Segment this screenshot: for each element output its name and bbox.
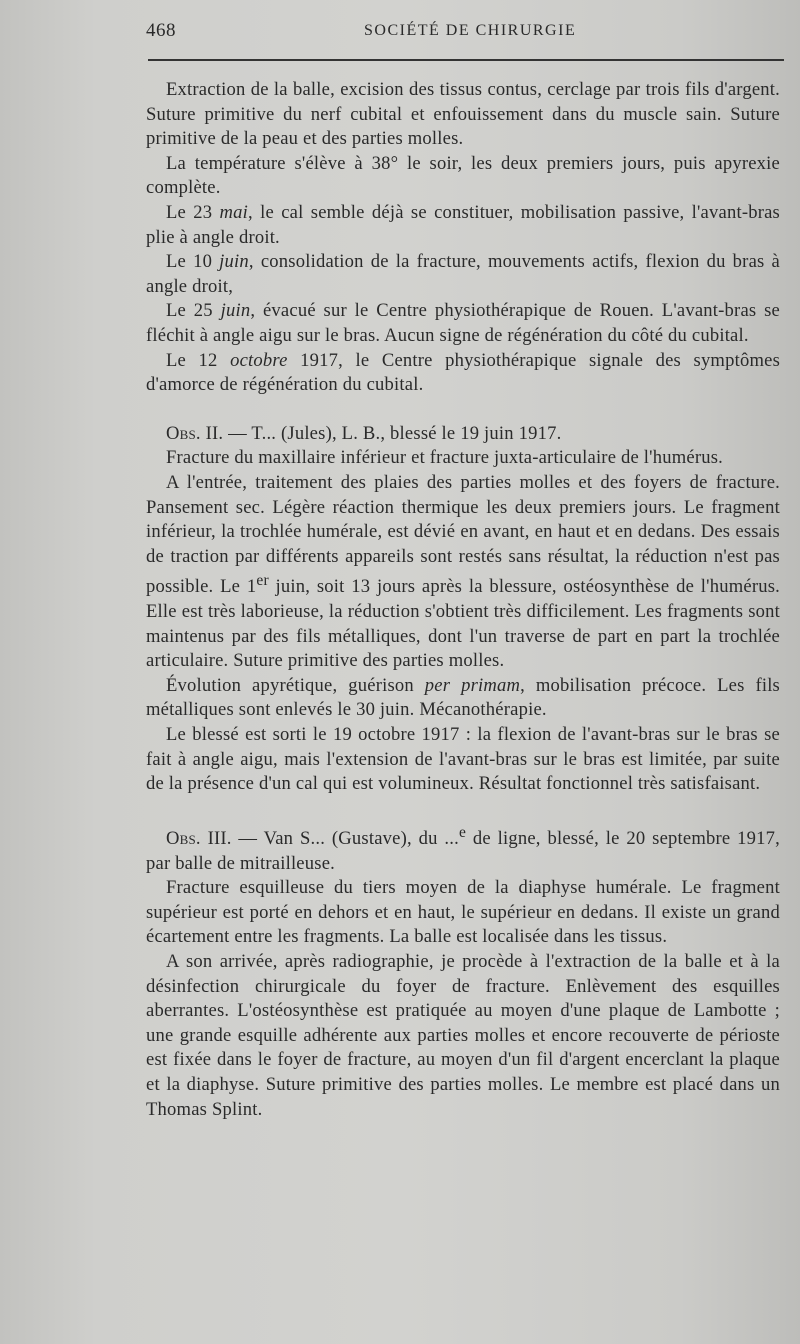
body-text	[146, 78, 780, 1122]
paragraph: Le 23 mai, le cal semble déjà se constituer, mobilisation passive, l'avant-bras plie à angle droit.	[146, 201, 780, 248]
paragraph: Fracture du maxillaire inférieur et fracture juxta-articulaire de l'humérus.	[166, 447, 723, 469]
observation-label: Obs. III.	[166, 828, 232, 849]
page-header	[146, 18, 786, 48]
observation-heading: Obs. III. — Van S... (Gustave), du ...$^e$ de ligne, blessé, le 20 septembre 1917, par balle de mitrailleuse.	[146, 823, 781, 874]
paragraph: Fracture esquilleuse du tiers moyen de la diaphyse humérale. Le fragment supérieur est porté en dehors et en haut, le supérieur en dedans. Il existe un grand écartement entre les fragments. La balle est localisée dans les tissus.	[146, 877, 780, 948]
running-title: SOCIÉTÉ DE CHIRURGIE	[364, 22, 577, 39]
paragraph: Le 10 juin, consolidation de la fracture, mouvements actifs, flexion du bras à angle droit,	[146, 251, 780, 297]
paragraph: A l'entrée, traitement des plaies des parties molles et des foyers de fracture. Pansement sec. Légère réaction thermique les deux premiers jours. Le fragment inférieur, la trochlée humérale, est dévié en avant, en haut et en dedans. Des essais de traction par différents appareils sont restés sans résultat, la réduction n'est pas possible. Le 1er juin, soit 13 jours après la blessure, ostéosynthèse de l'humérus. Elle est très laborieuse, la réduction s'obtient très difficilement. Les fragments sont maintenus par des fils métalliques, dont l'un traverse de part en part la trochlée articulaire. Suture primitive des parties molles.	[146, 471, 780, 672]
paragraph: Le blessé est sorti le 19 octobre 1917 : la flexion de l'avant-bras sur le bras se fait à angle aigu, mais l'extension de l'avant-bras sur le bras est limitée, par suite de la présence d'un cal qui est volumineux. Résultat fonctionnel très satisfaisant.	[146, 724, 780, 795]
paragraph: Le 25 juin, évacué sur le Centre physiothérapique de Rouen. L'avant-bras se fléchit à angle aigu sur le bras. Aucun signe de régénération du côté du cubital.	[146, 300, 781, 346]
observation-label: Obs. II.	[166, 422, 224, 444]
page-number: 468	[146, 20, 176, 41]
observation-heading: Obs. II. — T... (Jules), L. B., blessé le 19 juin 1917.	[166, 422, 562, 444]
header-rule	[148, 59, 784, 61]
paragraph: A son arrivée, après radiographie, je procède à l'extraction de la balle et à la désinfection chirurgicale du foyer de fracture. Enlèvement des esquilles aberrantes. L'ostéosynthèse est pratiquée au moyen d'une plaque de Lambotte ; une grande esquille adhérente aux parties molles et encore recouverte de périoste est fixée dans le foyer de fracture, au moyen d'un fil d'argent encerclant la plaque et la diaphyse. Suture primitive des parties molles. Le membre est placé dans un Thomas Splint.	[146, 950, 780, 1120]
paragraph: Le 12 octobre 1917, le Centre physiothérapique signale des symptômes d'amorce de régénération du cubital.	[146, 349, 781, 396]
paragraph: Extraction de la balle, excision des tissus contus, cerclage par trois fils d'argent. Suture primitive du nerf cubital et enfouissement dans du muscle sain. Suture primitive de la peau et des parties molles.	[146, 79, 780, 150]
paragraph: La température s'élève à 38° le soir, les deux premiers jours, puis apyrexie complète.	[146, 152, 780, 199]
paragraph: Évolution apyrétique, guérison per primam, mobilisation précoce. Les fils métalliques sont enlevés le 30 juin. Mécanothérapie.	[146, 674, 780, 721]
